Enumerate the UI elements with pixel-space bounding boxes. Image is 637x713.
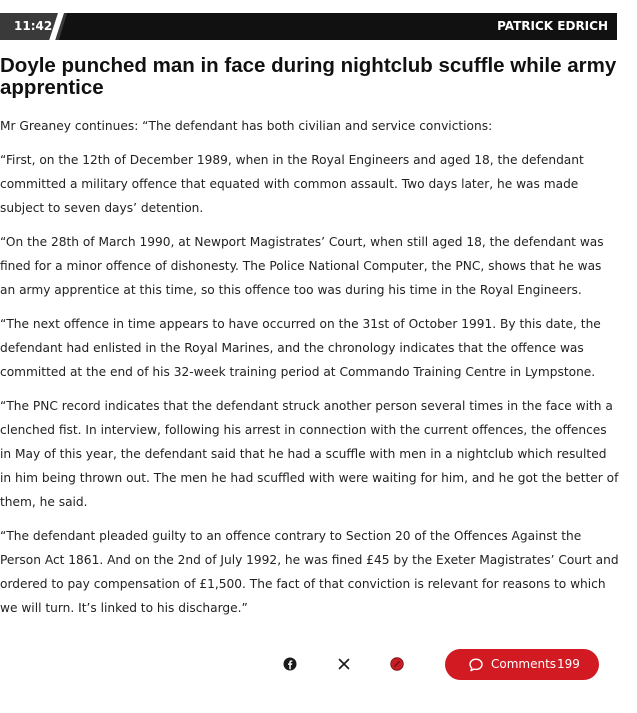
live-entry-header [0,13,617,40]
comments-button[interactable] [445,649,599,680]
entry-body [0,114,620,630]
comments-label: Comments [491,657,557,671]
entry-headline: Doyle punched man in face during nightclub scuffle while army apprentice [0,54,617,99]
paragraph: “The defendant pleaded guilty to an offence contrary to Section 20 of the Offences Against the Person Act 1861. And on the 2nd of July 1992, he was fined £45 by the Exeter Magistrates’ Court and ordered to pay compensation of £1,500. The fact of that conviction is relevant for reasons to which we will turn. It’s linked to his discharge.” [0,529,619,615]
reddit-icon[interactable] [389,656,405,672]
x-icon[interactable] [336,656,352,672]
paragraph: “The next offence in time appears to have occurred on the 31st of October 1991. By this date, the defendant had enlisted in the Royal Marines, and the chronology indicates that the offence was committed at the end of his 32-week training period at Commando Training Centre in Lympstone. [0,317,601,379]
speech-bubble-icon [468,657,484,673]
paragraph: “First, on the 12th of December 1989, when in the Royal Engineers and aged 18, the defendant committed a military offence that equated with common assault. Two days later, he was made subject to seven days’ detention. [0,153,584,215]
comments-count: 199 [557,657,580,671]
paragraph: “On the 28th of March 1990, at Newport Magistrates’ Court, when still aged 18, the defendant was fined for a minor offence of dishonesty. The Police National Computer, the PNC, shows that he was an army apprentice at this time, so this offence too was during his time in the Royal Engineers. [0,235,604,297]
facebook-icon[interactable] [282,656,298,672]
paragraph: “The PNC record indicates that the defendant struck another person several times in the face with a clenched fist. In interview, following his arrest in connection with the current offences, the offences in May of this year, the defendant said that he had a scuffle with men in a nightclub which resulted in him being thrown out. The men he had scuffled with were waiting for him, and he got the better of them, he said. [0,399,619,509]
entry-time: 11:42 [14,19,53,33]
entry-author[interactable]: PATRICK EDRICH [497,19,608,33]
share-bar [0,649,637,681]
paragraph: Mr Greaney continues: “The defendant has both civilian and service convictions: [0,119,493,133]
